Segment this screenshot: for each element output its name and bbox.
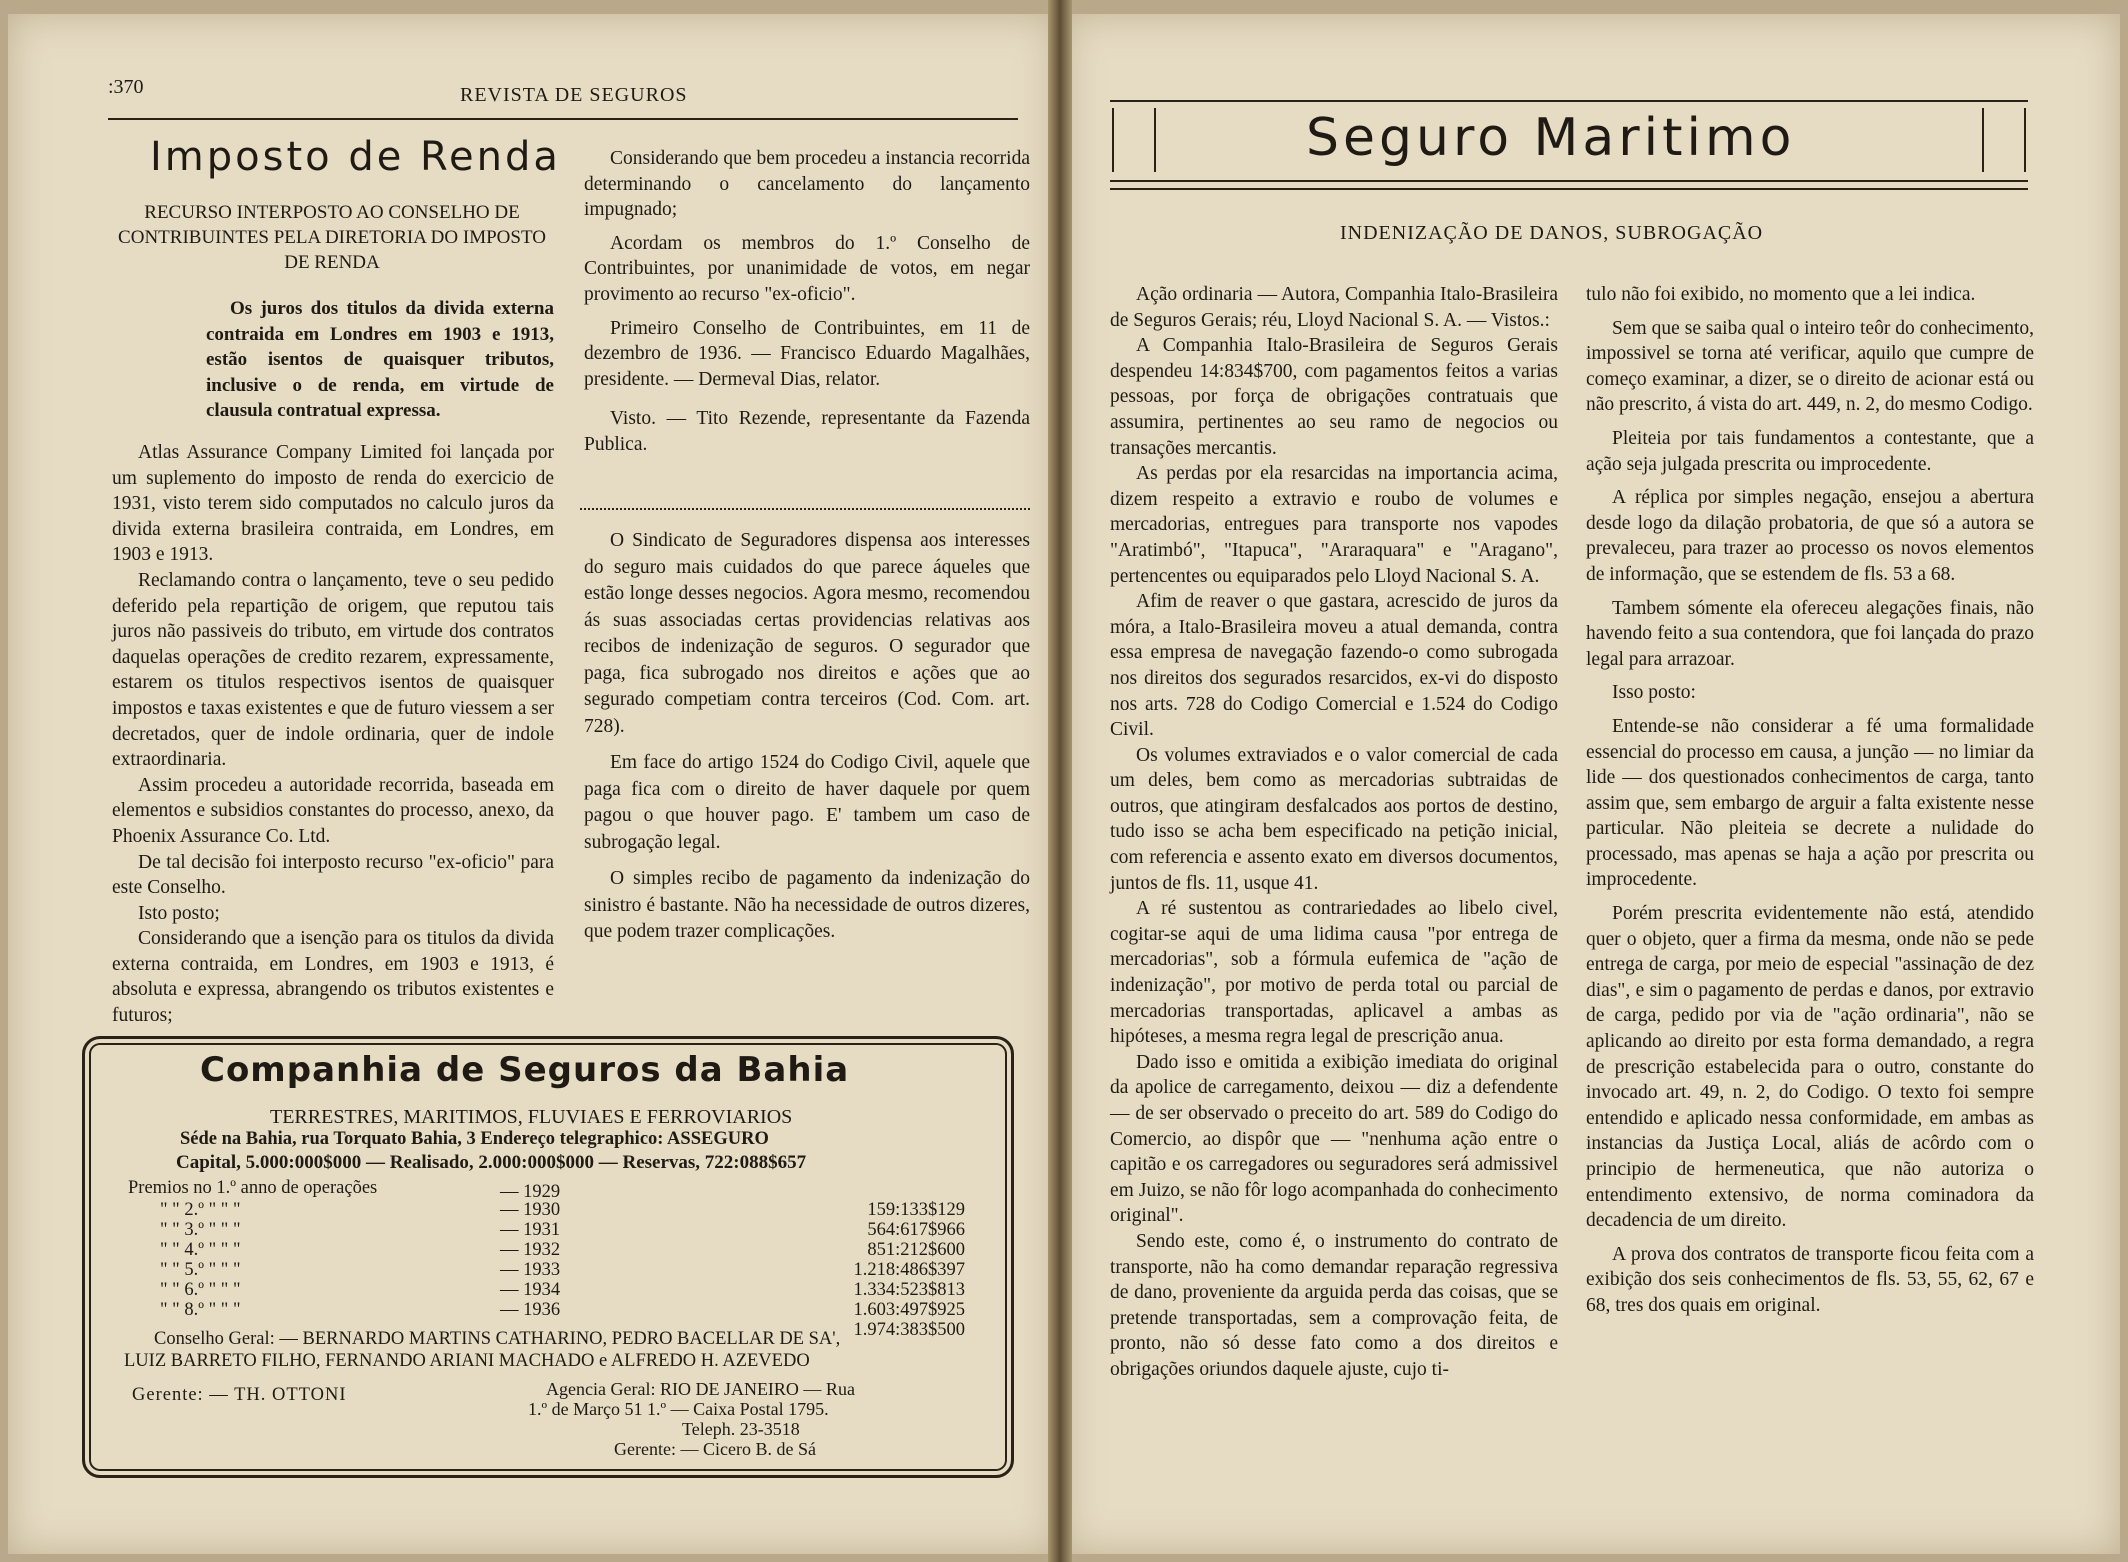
ad-conselho-line1: Conselho Geral: — BERNARDO MARTINS CATHARINO, PEDRO BACELLAR DE SA', [154,1329,841,1349]
paragraph: tulo não foi exibido, no momento que a lei indica. [1586,284,1976,305]
paragraph: Isso posto: [1612,682,1696,704]
paragraph: Considerando que a isenção para os titulos da divida externa contraida, em Londres, em 1903 e 1913, é absoluta e expressa, abrangendo os tributos existentes e futuros; [112,928,554,1027]
paragraph: Ação ordinaria — Autora, Companhia Italo-Brasileira de Seguros Gerais; réu, Lloyd Nacional S. A. — Vistos.: [1110,284,1558,331]
paragraph: Atlas Assurance Company Limited foi lançada por um suplemento do imposto de renda do exercicio de 1931, visto terem sido computados no calculo juros da divida externa brasileira contraida, em Londres, em 1903 e 1913. [112,442,554,566]
ad-agencia-line2: 1.º de Março 51 1.º — Caixa Postal 1795. [528,1399,829,1419]
right-column-2 [1586,282,2034,1319]
paragraph: Considerando que bem procedeu a instancia recorrida determinando o cancelamento do lançamento impugnado; [584,148,1030,221]
paragraph: Acordam os membros do 1.º Conselho de Contribuintes, por unanimidade de votos, em negar provimento ao recurso "ex-oficio". [584,232,1030,305]
ad-gerente: Gerente: — TH. OTTONI [132,1385,347,1405]
book-gutter [1048,0,1072,1562]
paragraph: As perdas por ela resarcidas na importancia acima, dizem respeito a extravio e roubo de volumes e mercadorias, entregues para transporte nos vapodes "Aratimbó", "Itapuca", "Araraquara" e "Aragano", pertencentes ou equiparados pelo Lloyd Nacional S. A. [1110,463,1558,587]
paragraph: De tal decisão foi interposto recurso "ex-oficio" para este Conselho. [112,851,554,899]
paragraph: Isto posto; [138,902,220,924]
premio-label: " " 6.º " " " [160,1280,241,1300]
paragraph: Em face do artigo 1524 do Codigo Civil, aquele que paga fica com o direito de haver daquele por quem pagou o que houver pago. E' tambem um caso de subrogação legal. [584,752,1030,853]
paragraph: O Sindicato de Seguradores dispensa aos interesses do seguro mais cuidados do que parece áqueles que estão longe desses negocios. Agora mesmo, recomendou ás suas associadas certas providencias relativas aos recibos de indenização de seguros. O segurador que paga, fica subrogado nos direitos e ações que ao segurado competiam contra terceiros (Cod. Com. art. 728). [584,530,1030,737]
paragraph: Porém prescrita evidentemente não está, atendido quer o objeto, quer a firma da mesma, onde não se pede entrega de carga, por meio de especial "assinação de dez dias", e sim o pagamento de perdas e danos, por extravio de carga, pedido por via de "ação ordinaria", não se aplicando ao direito por esta forma demandado, a regra de prescrição estabelecida para o outro, constante do invocado art. 49, n. 2, do Codigo. O texto foi sempre entendido e aplicado nessa conformidade, em ambas as instancias da Justiça Local, aliás de acôrdo com o principio de hermeneutica, que não autoriza o entendimento extensivo, de norma cominadora da decadencia de um direito. [1586,903,2034,1232]
paragraph: A prova dos contratos de transporte ficou feita com a exibição dos seis conhecimentos de fls. 53, 55, 62, 67 e 68, tres dos quais em original. [1586,1243,2034,1316]
ad-line-capital: Capital, 5.000:000$000 — Realisado, 2.000:000$000 — Reservas, 722:088$657 [176,1152,807,1173]
premio-value: 1.603:497$925 [853,1300,965,1320]
paragraph: O simples recibo de pagamento da indenização do sinistro é bastante. Não ha necessidade de outros dizeres, que podem trazer complicações. [584,868,1030,942]
paragraph: Dado isso e omitida a exibição imediata do original da apolice de carregamento, deixou — diz a defendente — de ser observado o preceito do art. 589 do Codigo do Comercio, ao dispôr que — "nenhuma ação entre o capitão e os carregadores ou seguradores será admissivel em Juizo, se não fôr logo acompanhada do conhecimento original". [1110,1051,1558,1227]
paragraph: Sem que se saiba qual o inteiro teôr do conhecimento, impossivel se torna até verificar, aquilo que cumpre de começo examinar, a dizer, se o direito de acionar está ou não prescrito, á vista do art. 449, n. 2, do mesmo Codigo. [1586,317,2034,416]
article-subhead: INDENIZAÇÃO DE DANOS, SUBROGAÇÃO [1340,222,1764,244]
paragraph: Afim de reaver o que gastara, acrescido de juros da móra, a Italo-Brasileira moveu a atual demanda, contra essa empresa de navegação fazendo-o como subrogada nos direitos dos segurados resarcidos, ex-vi do disposto nos arts. 728 do Codigo Comercial e 1.524 do Codigo Civil. [1110,591,1558,741]
paragraph: Os volumes extraviados e o valor comercial de cada um deles, bem como as mercadorias subtraidas de outros, que atingiram desfalcados aos portos de destino, tudo isso se acha bem especificado na petição inicial, com referencia e assento exato em diversos documentos, juntos de fls. 11, usque 41. [1110,744,1558,894]
premio-label: " " 3.º " " " [160,1220,241,1240]
ad-line-branches: TERRESTRES, MARITIMOS, FLUVIAES E FERROVIARIOS [270,1106,793,1128]
premio-label: " " 5.º " " " [160,1260,241,1280]
paragraph: Assim procedeu a autoridade recorrida, baseada em elementos e subsidios constantes do processo, anexo, da Phoenix Assurance Co. Ltd. [112,774,554,847]
recurso-heading: RECURSO INTERPOSTO AO CONSELHO DE CONTRIBUINTES PELA DIRETORIA DO IMPOSTO DE RENDA [118,202,546,273]
header-rule [108,118,1018,120]
premio-value: 159:133$129 [867,1200,965,1220]
left-column-2 [584,146,1030,458]
paragraph: A Companhia Italo-Brasileira de Seguros Gerais despendeu 14:834$700, com pagamentos feitos a varias pessoas, por força de obrigações contratuais que assumira, pertinentes ao seu ramo de negocios ou transações mercantis. [1110,335,1558,459]
premio-year: — 1931 [500,1220,561,1240]
premio-value: 564:617$966 [867,1220,965,1240]
paragraph: Reclamando contra o lançamento, teve o seu pedido deferido pela repartição de origem, que reputou tais juros não passiveis do tributo, em virtude dos contratos daquelas operações de credito rezarem, expressamente, estarem os titulos respectivos isentos de quaisquer impostos e taxas existentes e que de futuro viessem a ser decretados, quer de indole ordinaria, quer de indole extraordinaria. [112,569,554,771]
premio-year: — 1932 [500,1240,561,1260]
sindicato-note [584,528,1030,946]
left-column-1 [112,440,554,1029]
right-column-1 [1110,282,1558,1383]
premio-year: — 1933 [500,1260,561,1280]
ad-conselho-line2: LUIZ BARRETO FILHO, FERNANDO ARIANI MACHADO e ALFREDO H. AZEVEDO [124,1351,810,1371]
ad-line-address: Séde na Bahia, rua Torquato Bahia, 3 Endereço telegraphico: ASSEGURO [180,1129,769,1149]
premio-year: — 1936 [500,1300,561,1320]
paragraph: Primeiro Conselho de Contribuintes, em 11 de dezembro de 1936. — Francisco Eduardo Magalhães, presidente. — Dermeval Dias, relator. [584,317,1030,390]
paragraph: Visto. — Tito Rezende, representante da Fazenda Publica. [584,408,1030,455]
ad-agencia-line3: Teleph. 23-3518 [682,1419,800,1439]
paragraph: A ré sustentou as contrariedades ao libelo civel, cogitar-se aqui de uma lidima causa "por entrega de mercadorias", sob a fórmula eufemica de "ação de indenização", por motivo de perda total ou parcial de mercadorias transportadas, aplicavel a ambas as hipóteses, a mesma regra legal de prescrição anua. [1110,898,1558,1048]
premio-value: 1.974:383$500 [853,1320,965,1340]
running-head: REVISTA DE SEGUROS [460,84,688,106]
paragraph: Tambem sómente ela ofereceu alegações finais, não havendo feito a sua contendora, que foi lançada do prazo legal para arrazoar. [1586,597,2034,670]
summary-paragraph: Os juros dos titulos da divida externa contraida em Londres em 1903 e 1913, estão isentos de quaisquer tributos, inclusive o de renda, em virtude de clausula contratual expressa. [206,298,554,421]
premio-year: — 1930 [500,1200,561,1220]
premio-value: 851:212$600 [867,1240,965,1260]
paragraph: A réplica por simples negação, ensejou a abertura desde logo da dilação probatoria, de que só a autora se prevaleceu, para trazer ao processo os novos elementos de informação, que se estendem de fls. 53 a 68. [1586,487,2034,585]
premio-label: " " 4.º " " " [160,1240,241,1260]
premio-year: — 1934 [500,1280,561,1300]
paragraph: Sendo este, como é, o instrumento do contrato de transporte, não ha como demandar reparação regressiva de dano, proveniente da arguida perda das coisas, que se pretende transportadas, sem a comprovação feita, de pronto, não só desse fato como a dos direitos e obrigações oriundos daquele ajuste, cujo ti- [1110,1230,1558,1380]
premio-year: — 1929 [500,1182,561,1202]
paragraph: Pleiteia por tais fundamentos a contestante, que a ação seja julgada prescrita ou improcedente. [1586,427,2034,475]
ad-agencia-line1: Agencia Geral: RIO DE JANEIRO — Rua [546,1379,855,1399]
article-title-imposto: Imposto de Renda [150,134,561,180]
premio-label: " " 8.º " " " [160,1300,241,1320]
paragraph: Entende-se não considerar a fé uma formalidade essencial do processo em causa, a junção — no limiar da lide — dos questionados conhecimentos de carga, tanto assim que, sem embargo de arguir a falta existente nesse particular. Não pleiteia se decrete a nulidade do processado, mas apenas se haja a ação por prescrita ou improcedente. [1586,715,2034,891]
page-number: :370 [108,76,144,98]
title-rule [1110,188,2028,190]
premio-value: 1.334:523$813 [853,1280,965,1300]
section-divider [580,508,1030,510]
premio-label: Premios no 1.º anno de operações [128,1178,378,1198]
ad-company-title: Companhia de Seguros da Bahia [200,1050,850,1090]
premio-label: " " 2.º " " " [160,1200,241,1220]
premio-value: 1.218:486$397 [853,1260,965,1280]
ad-agencia-line4: Gerente: — Cicero B. de Sá [614,1439,816,1459]
article-title-seguro-maritimo: Seguro Maritimo [1306,108,1796,168]
